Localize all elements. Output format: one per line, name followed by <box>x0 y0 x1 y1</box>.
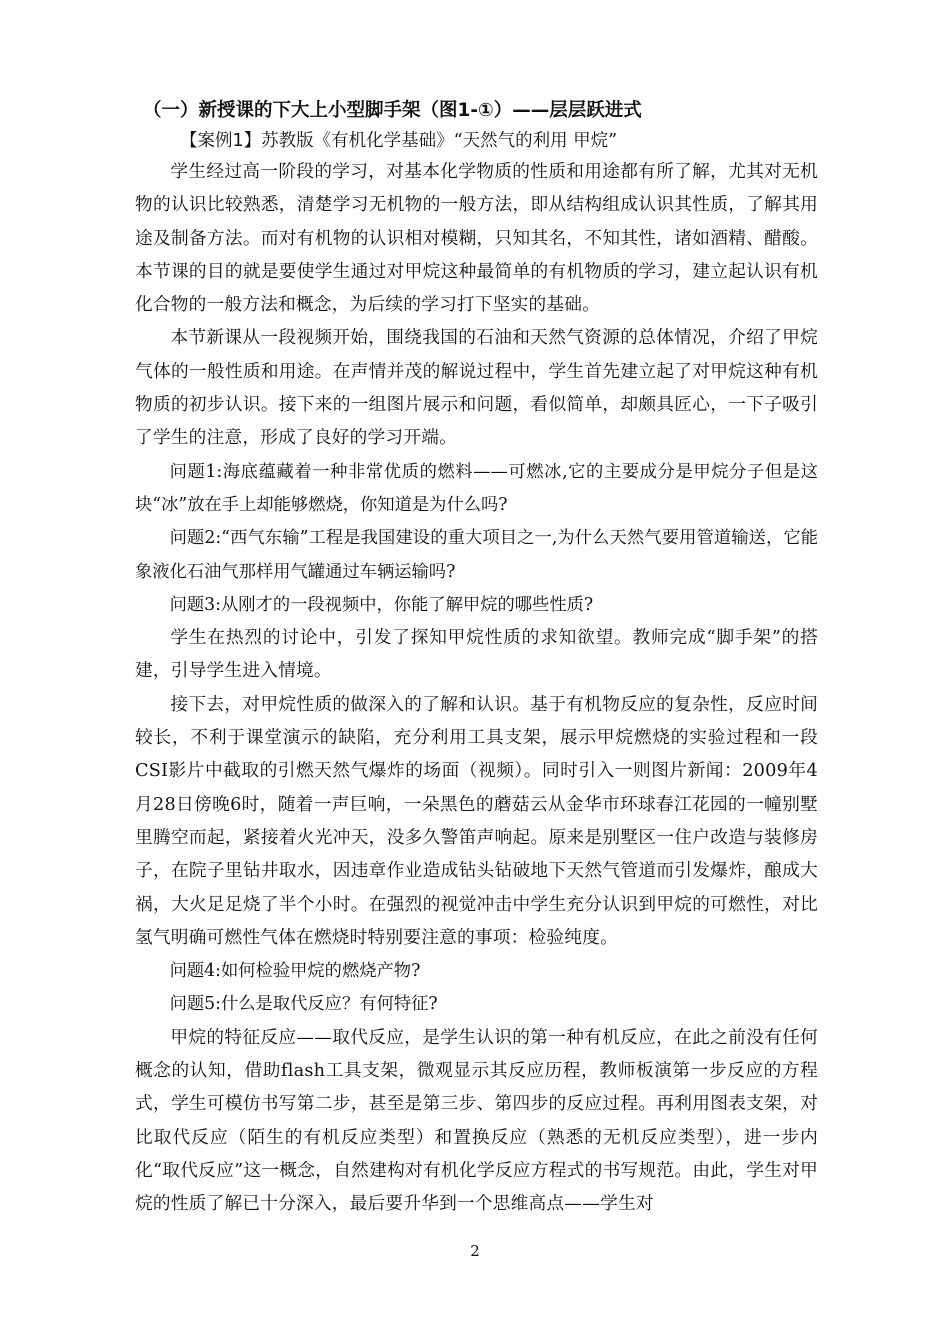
case-title: 苏教版《有机化学基础》“天然气的利用 甲烷” <box>261 131 618 151</box>
section-heading: （一）新授课的下大上小型脚手架（图1-①）——层层跃进式 <box>143 100 642 121</box>
page-number: 2 <box>470 1242 480 1260</box>
question-5: 问题5:什么是取代反应？有何特征? <box>169 994 438 1015</box>
page-content <box>135 96 818 1222</box>
paragraph: 接下去，对甲烷性质的做深入的了解和认识。基于有机物反应的复杂性，反应时间较长，不利于课堂演示的缺陷，充分利用工具支架，展示甲烷燃烧的实验过程和一段CSI影片中截取的引燃天然气爆炸的场面（视频）。同时引入一则图片新闻：2009年4月28日傍晚6时，随着一声巨响，一朵黑色的蘑菇云从金华市环球春江花园的一幢别墅里腾空而起，紧接着火光冲天，没多久警笛声响起。原来是别墅区一住户改造与装修房子，在院子里钻井取水，因违章作业造成钻头钻破地下天然气管道而引发爆炸，酿成大祸，大火足足烧了半个小时。在强烈的视觉冲击中学生充分认识到甲烷的可燃性，对比氢气明确可燃性气体在燃烧时特别要注意的事项：检验纯度。 <box>135 694 818 948</box>
paragraph: 学生经过高一阶段的学习，对基本化学物质的性质和用途都有所了解，尤其对无机物的认识比较熟悉，清楚学习无机物的一般方法，即从结构组成认识其性质，了解其用途及制备方法。而对有机物的认识相对模糊，只知其名，不知其性，诸如酒精、醋酸。本节课的目的就是要使学生通过对甲烷这种最简单的有机物质的学习，建立起认识有机化合物的一般方法和概念，为后续的学习打下坚实的基础。 <box>135 162 818 316</box>
case-tag: 【案例1】 <box>180 131 262 151</box>
paragraph: 学生在热烈的讨论中，引发了探知甲烷性质的求知欲望。教师完成“脚手架”的搭建，引导学生进入情境。 <box>135 628 818 682</box>
question-3: 问题3:从刚才的一段视频中，你能了解甲烷的哪些性质? <box>169 594 594 615</box>
question-1: 问题1:海底蕴藏着一种非常优质的燃料——可燃冰,它的主要成分是甲烷分子但是这块“冰”放在手上却能够燃烧，你知道是为什么吗? <box>135 461 818 515</box>
question-4: 问题4:如何检验甲烷的燃烧产物? <box>169 961 421 982</box>
paragraph: 本节新课从一段视频开始，围绕我国的石油和天然气资源的总体情况，介绍了甲烷气体的一般性质和用途。在声情并茂的解说过程中，学生首先建立起了对甲烷这种有机物质的初步认识。接下来的一组图片展示和问题，看似简单，却颇具匠心，一下子吸引了学生的注意，形成了良好的学习开端。 <box>135 328 818 449</box>
case-title-line <box>180 126 818 156</box>
paragraph: 甲烷的特征反应——取代反应，是学生认识的第一种有机反应，在此之前没有任何概念的认知，借助flash工具支架，微观显示其反应历程，教师板演第一步反应的方程式，学生可模仿书写第二步，甚至是第三步、第四步的反应过程。再利用图表支架，对比取代反应（陌生的有机反应类型）和置换反应（熟悉的无机反应类型），进一步内化“取代反应”这一概念，自然建构对有机化学反应方程式的书写规范。由此，学生对甲烷的性质了解已十分深入，最后要升华到一个思维高点——学生对 <box>135 1027 818 1215</box>
question-2: 问题2:“西气东输”工程是我国建设的重大项目之一,为什么天然气要用管道输送，它能象液化石油气那样用气罐通过车辆运输吗? <box>135 528 818 582</box>
